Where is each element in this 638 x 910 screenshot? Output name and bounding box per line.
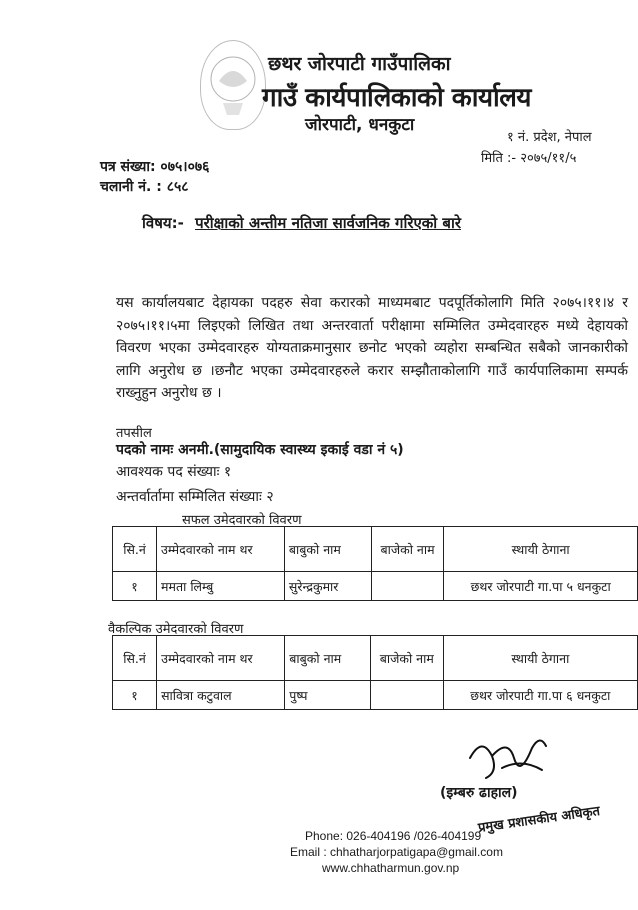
office-location: जोरपाटी, धनकुटा <box>305 115 415 135</box>
municipality-name: छथर जोरपाटी गाउँपालिका <box>268 53 451 75</box>
alternate-candidates-table <box>112 635 638 710</box>
cell-sn: १ <box>113 681 157 710</box>
footer-email[interactable]: Email : chhatharjorpatigapa@gmail.com <box>290 845 503 859</box>
cell-father: सुरेन्द्रकुमार <box>284 572 371 601</box>
body-paragraph: यस कार्यालयबाट देहायका पदहरु सेवा करारको माध्यमबाट पदपूर्तिकोलागि मिति २०७५।११।४ र २०७५।११।५मा लिइएको लिखित तथा अन्तरवार्ता परीक्षामा सम्मिलित उम्मेदवारहरु मध्ये देहायको विवरण भएका उम्मेदवारहरु योग्यताक्रमानुसार छनोट भएको व्यहोरा सम्बन्धित सबैको जानकारीको लागि अनुरोध छ ।छनौट भएका उम्मेदवारहरुले करार सम्झौताकोलागि गाउँ कार्यपालिकामा सम्पर्क राख्नुहुन अनुरोध छ । <box>116 295 628 401</box>
cell-grandfather <box>371 572 444 601</box>
post-name: पदको नामः अनमी.(सामुदायिक स्वास्थ्य इकाई वडा नं ५) <box>116 442 404 458</box>
cell-address: छथर जोरपाटी गा.पा ६ धनकुटा <box>443 681 637 710</box>
header-name: उम्मेदवारको नाम थर <box>157 527 285 572</box>
footer-website[interactable]: www.chhatharmun.gov.np <box>322 861 460 875</box>
alternate-section-title: वैकल्पिक उमेदवारको विवरण <box>108 622 244 637</box>
subject-text: परीक्षाको अन्तीम नतिजा सार्वजनिक गरिएको बारे <box>195 214 461 232</box>
table-header-row <box>113 636 638 681</box>
dispatch-number: चलानी नं. : ८५८ <box>100 179 189 195</box>
cell-grandfather <box>370 681 443 710</box>
header-name: उम्मेदवारको नाम थर <box>157 636 285 681</box>
signature-icon <box>462 728 552 790</box>
header-grandfather: बाजेको नाम <box>371 527 444 572</box>
successful-candidates-table <box>112 526 638 601</box>
details-heading: तपसील <box>116 426 152 441</box>
cell-father: पुष्प <box>285 681 371 710</box>
successful-section-title: सफल उमेदवारको विवरण <box>182 513 302 528</box>
header-father: बाबुको नाम <box>284 527 371 572</box>
signer-name: (इम्बरु ढाहाल) <box>440 785 518 801</box>
letter-date: मिति :- २०७५/११/५ <box>481 151 577 166</box>
cell-address: छथर जोरपाटी गा.पा ५ धनकुटा <box>444 572 638 601</box>
subject-line <box>142 213 461 233</box>
province-label: १ नं. प्रदेश, नेपाल <box>507 130 592 145</box>
header-father: बाबुको नाम <box>285 636 371 681</box>
header-grandfather: बाजेको नाम <box>370 636 443 681</box>
header-address: स्थायी ठेगाना <box>443 636 637 681</box>
signer-role: प्रमुख प्रशासकीय अधिकृत <box>477 803 601 836</box>
footer-phone: Phone: 026-404196 /026-404199 <box>305 829 482 843</box>
office-name: गाउँ कार्यपालिकाको कार्यालय <box>262 83 531 113</box>
letter-number: पत्र संख्या: ०७५।०७६ <box>100 159 210 175</box>
cell-name: सावित्रा कटुवाल <box>157 681 285 710</box>
subject-label: विषय:- <box>142 214 184 232</box>
header-address: स्थायी ठेगाना <box>444 527 638 572</box>
municipality-seal-icon <box>200 40 266 130</box>
interview-count: अन्तर्वार्तामा सम्मिलित संख्याः २ <box>116 489 274 505</box>
table-header-row <box>113 527 638 572</box>
header-sn: सि.नं <box>113 636 157 681</box>
header-sn: सि.नं <box>113 527 157 572</box>
required-posts: आवश्यक पद संख्याः १ <box>116 464 232 480</box>
table-row <box>113 572 638 601</box>
table-row <box>113 681 638 710</box>
cell-name: ममता लिम्बु <box>157 572 285 601</box>
cell-sn: १ <box>113 572 157 601</box>
